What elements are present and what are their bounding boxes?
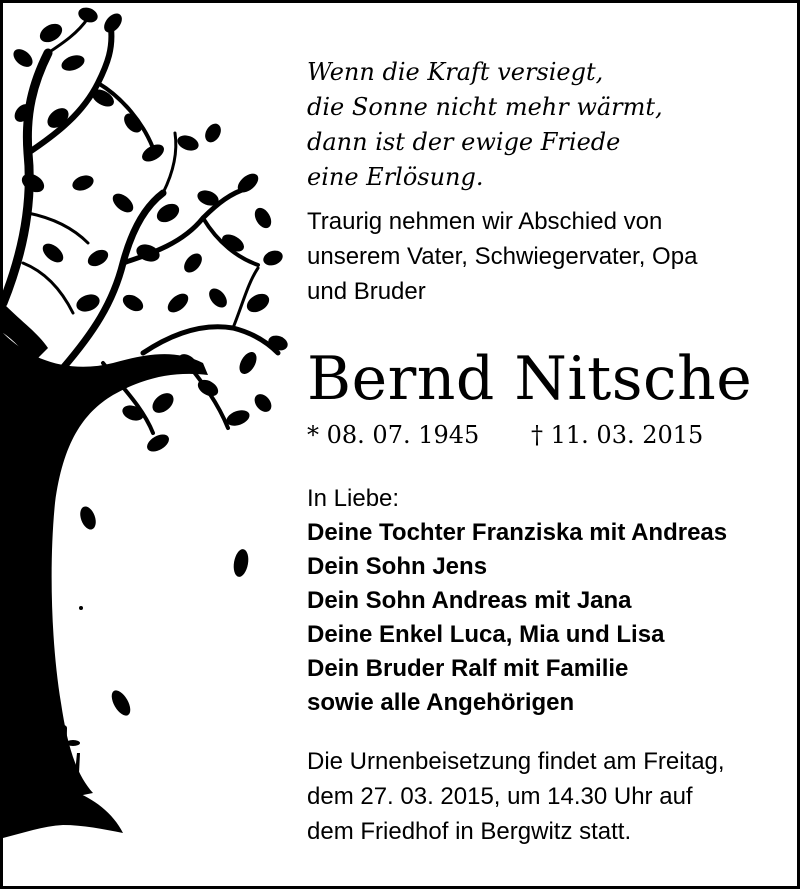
quote-line: eine Erlösung.: [307, 163, 484, 191]
birth-date: * 08. 07. 1945: [307, 421, 480, 449]
quote-line: dann ist der ewige Friede: [307, 128, 621, 156]
mourner-line: Dein Bruder Ralf mit Familie: [307, 655, 629, 682]
mourners-block: [307, 482, 727, 720]
mourner-line: Dein Sohn Andreas mit Jana: [307, 587, 632, 614]
mourner-line: Deine Tochter Franziska mit Andreas: [307, 519, 728, 546]
quote-line: Wenn die Kraft versiegt,: [307, 58, 604, 86]
intro-line: Traurig nehmen wir Abschied von: [307, 208, 663, 235]
tree-silhouette-icon: [3, 3, 293, 886]
deceased-name: Bernd Nitsche: [307, 344, 753, 414]
quote-line: die Sonne nicht mehr wärmt,: [307, 93, 663, 121]
life-dates: [307, 420, 777, 450]
memorial-quote: [307, 55, 663, 195]
farewell-intro: [307, 204, 697, 309]
mourner-line: Deine Enkel Luca, Mia und Lisa: [307, 621, 665, 648]
intro-line: unserem Vater, Schwiegervater, Opa: [307, 243, 698, 270]
intro-line: und Bruder: [307, 278, 426, 305]
funeral-line: dem 27. 03. 2015, um 14.30 Uhr auf: [307, 783, 693, 810]
funeral-line: dem Friedhof in Bergwitz statt.: [307, 818, 632, 845]
funeral-line: Die Urnenbeisetzung findet am Freitag,: [307, 748, 725, 775]
mourners-intro: In Liebe:: [307, 485, 400, 512]
death-date: † 11. 03. 2015: [531, 421, 704, 449]
funeral-info: [307, 744, 725, 849]
mourner-line: Dein Sohn Jens: [307, 553, 488, 580]
mourner-line: sowie alle Angehörigen: [307, 689, 575, 716]
